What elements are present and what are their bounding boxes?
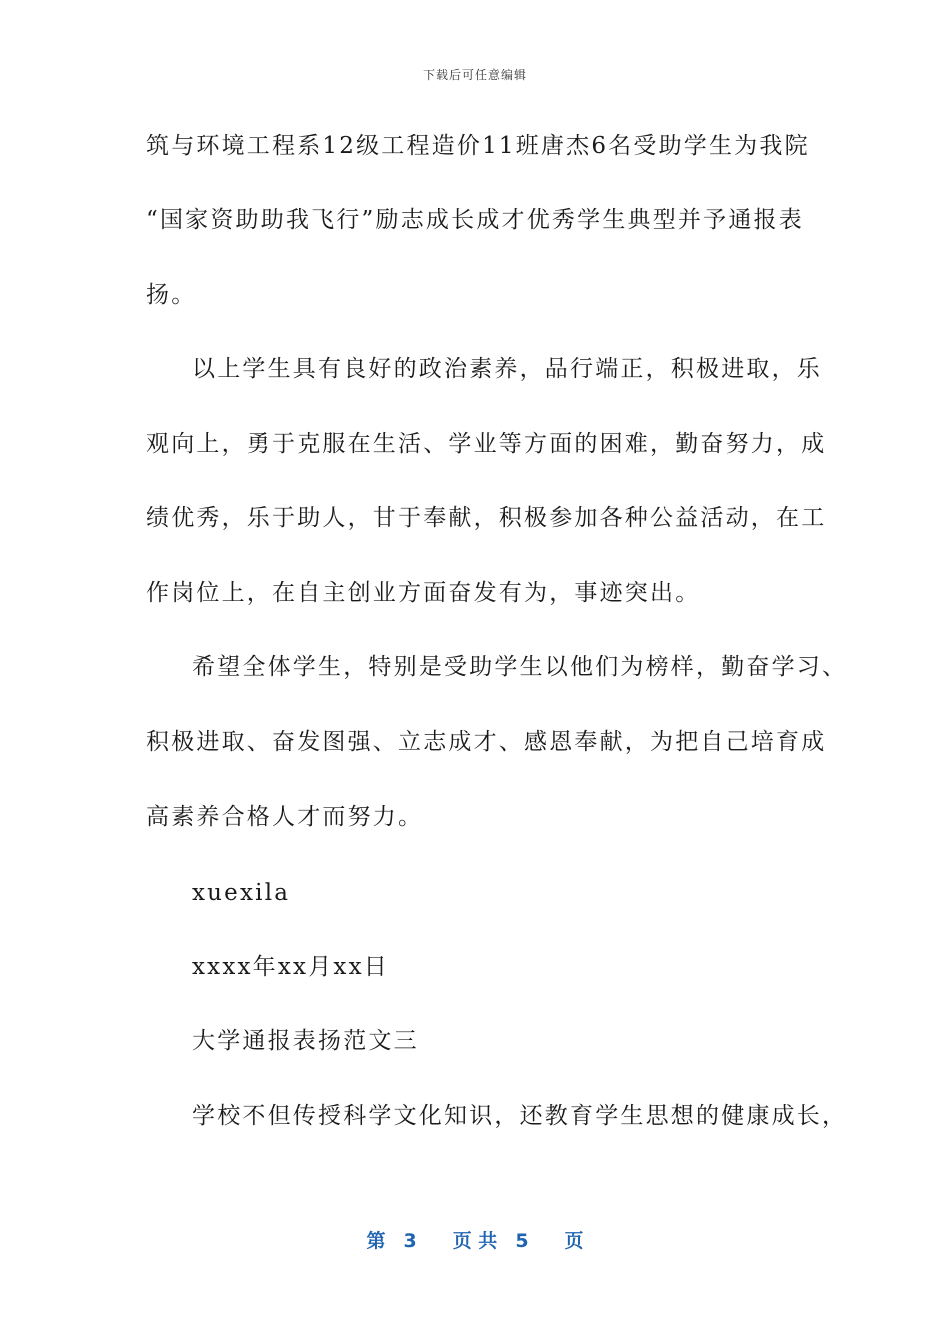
signature-date: xxxx年xx月xx日: [192, 954, 389, 980]
page-header: 下载后可任意编辑: [422, 68, 527, 82]
footer-total-pages: 5: [515, 1230, 529, 1252]
footer-middle: 页 共: [452, 1230, 498, 1252]
signature-name: xuexila: [192, 880, 291, 906]
body-line: 以上学生具有良好的政治素养，品行端正，积极进取，乐: [192, 356, 822, 382]
body-line: 作岗位上，在自主创业方面奋发有为，事迹突出。: [146, 580, 701, 606]
body-line: 绩优秀，乐于助人，甘于奉献，积极参加各种公益活动，在工: [146, 505, 827, 531]
footer-current-page: 3: [403, 1230, 417, 1252]
body-line: 积极进取、奋发图强、立志成才、感恩奉献，为把自己培育成: [146, 729, 827, 755]
body-line: 筑与环境工程系12级工程造价11班唐杰6名受助学生为我院: [146, 133, 810, 159]
body-line: 观向上，勇于克服在生活、学业等方面的困难，勤奋努力，成: [146, 431, 827, 457]
footer-prefix: 第: [366, 1230, 386, 1252]
body-line: “国家资助助我飞行”励志成长成才优秀学生典型并予通报表: [146, 207, 804, 233]
body-line: 学校不但传授科学文化知识，还教育学生思想的健康成长，: [192, 1103, 848, 1129]
body-line: 高素养合格人才而努力。: [146, 804, 424, 830]
section-title: 大学通报表扬范文三: [192, 1028, 419, 1054]
body-line: 扬。: [146, 282, 197, 308]
body-line: 希望全体学生，特别是受助学生以他们为榜样，勤奋学习、: [192, 654, 848, 680]
footer-suffix: 页: [564, 1230, 584, 1252]
page-footer: [0, 1226, 950, 1253]
